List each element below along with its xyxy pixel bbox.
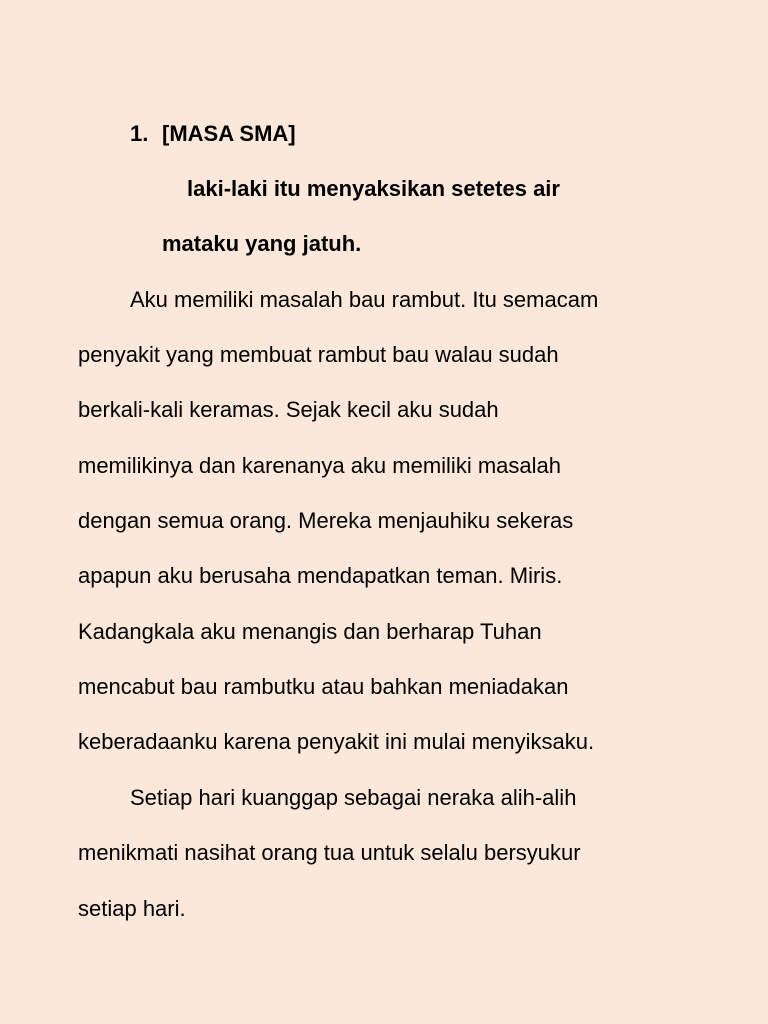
paragraph-1-line-6: apapun aku berusaha mendapatkan teman. Miris. xyxy=(78,563,563,588)
paragraph-2-line-2: menikmati nasihat orang tua untuk selalu bersyukur xyxy=(78,840,581,865)
paragraph-2-line-3: setiap hari. xyxy=(78,896,186,921)
paragraph-1-line-2: penyakit yang membuat rambut bau walau sudah xyxy=(78,342,559,367)
paragraph-2-line-1: Setiap hari kuanggap sebagai neraka alih-alih xyxy=(130,785,577,810)
paragraph-1-line-3: berkali-kali keramas. Sejak kecil aku sudah xyxy=(78,397,499,422)
paragraph-1-line-9: keberadaanku karena penyakit ini mulai menyiksaku. xyxy=(78,729,595,754)
chapter-number: 1. xyxy=(130,121,149,146)
paragraph-1-line-8: mencabut bau rambutku atau bahkan meniadakan xyxy=(78,674,569,699)
chapter-subtitle-line-1: laki-laki itu menyaksikan setetes air xyxy=(187,176,560,201)
paragraph-1-line-1: Aku memiliki masalah bau rambut. Itu semacam xyxy=(130,287,599,312)
chapter-title: [MASA SMA] xyxy=(162,121,296,146)
paragraph-1-line-5: dengan semua orang. Mereka menjauhiku sekeras xyxy=(78,508,574,533)
paragraph-1-line-4: memilikinya dan karenanya aku memiliki masalah xyxy=(78,453,561,478)
chapter-subtitle-line-2: mataku yang jatuh. xyxy=(162,231,362,256)
paragraph-1-line-7: Kadangkala aku menangis dan berharap Tuhan xyxy=(78,619,542,644)
